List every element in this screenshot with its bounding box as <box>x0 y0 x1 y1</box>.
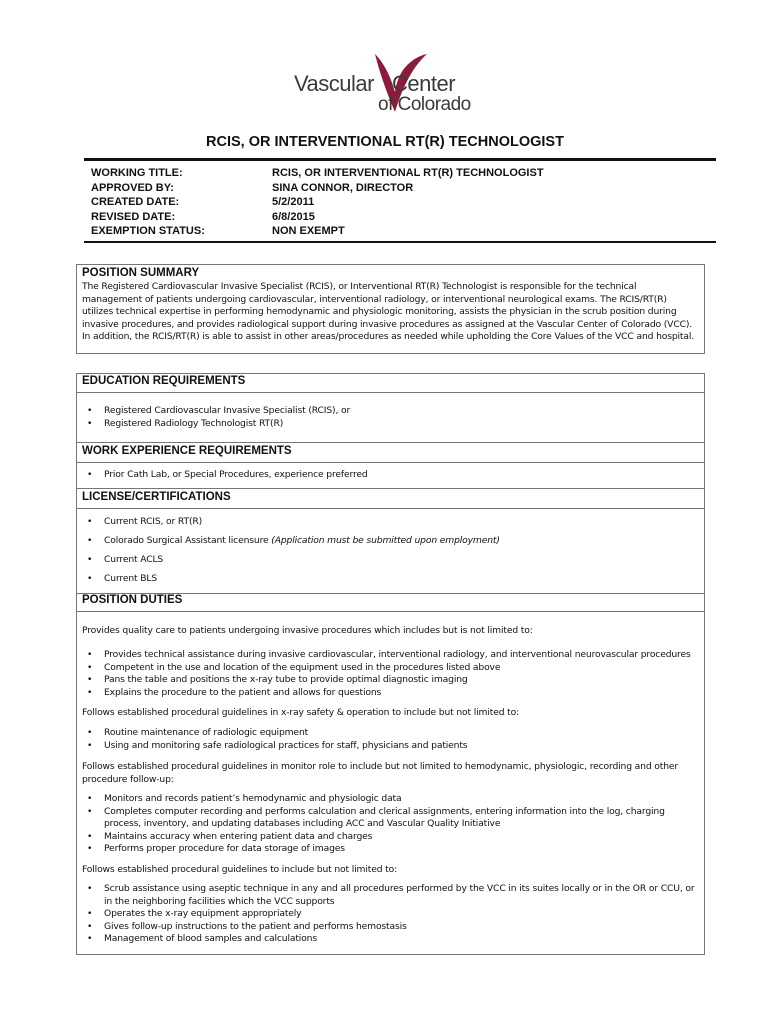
duties-intro: Follows established procedural guidelines in monitor role to include but not limited to hemodynamic, physiologic, recording and other procedure follow-up: <box>82 761 679 785</box>
list-item: • Current ACLS <box>87 553 164 565</box>
experience-list <box>82 469 702 482</box>
meta-label: EXEMPTION STATUS: <box>91 225 205 237</box>
education-list <box>82 405 702 430</box>
section-divider <box>77 392 704 393</box>
duties-list <box>82 883 702 946</box>
meta-label: REVISED DATE: <box>91 210 176 223</box>
section-divider <box>77 488 704 489</box>
license-heading: LICENSE/CERTIFICATIONS <box>82 491 231 503</box>
list-item: • Monitors and records patient’s hemodynamic and physiologic data <box>87 793 402 804</box>
list-item: • Provides technical assistance during invasive cardiovascular, interventional radiology, and interventional neurovascular procedures <box>87 649 691 660</box>
list-item: • Using and monitoring safe radiological practices for staff, physicians and patients <box>87 739 468 751</box>
list-item: • Registered Radiology Technologist RT(R) <box>87 417 284 429</box>
list-item: • Competent in the use and location of the equipment used in the procedures listed above <box>87 661 501 673</box>
license-list <box>82 516 702 592</box>
duties-intro: Provides quality care to patients undergoing invasive procedures which includes but is not limited to: <box>82 625 533 636</box>
section-divider <box>77 442 704 443</box>
duties-list <box>82 649 702 699</box>
list-item: • Current BLS <box>87 572 158 584</box>
duties-heading: POSITION DUTIES <box>82 594 183 606</box>
list-item: • Operates the x-ray equipment appropriately <box>87 908 302 920</box>
duties-list <box>82 793 702 856</box>
section-divider <box>77 611 704 612</box>
list-item: • Completes computer recording and performs calculation and clerical assignments, entering information into the log, charging process, inventory, and updating databases including ACC and Vascular Quality Initiative <box>87 805 665 830</box>
meta-value: NON EXEMPT <box>272 225 345 237</box>
license-note: (Application must be submitted upon employment) <box>271 534 500 546</box>
experience-heading: WORK EXPERIENCE REQUIREMENTS <box>82 445 292 457</box>
vcc-logo <box>290 48 490 118</box>
section-divider <box>77 462 704 463</box>
meta-label: WORKING TITLE: <box>91 167 183 179</box>
list-item: • Current RCIS, or RT(R) <box>87 516 203 527</box>
education-heading: EDUCATION REQUIREMENTS <box>82 375 246 387</box>
list-item: • Pans the table and positions the x-ray tube to provide optimal diagnostic imaging <box>87 674 468 686</box>
section-divider <box>77 508 704 509</box>
list-item: • Routine maintenance of radiologic equipment <box>87 727 309 738</box>
title-divider <box>84 158 716 161</box>
list-item: • Management of blood samples and calculations <box>87 933 317 945</box>
list-item: • Gives follow-up instructions to the patient and performs hemostasis <box>87 920 407 932</box>
list-item: • Scrub assistance using aseptic technique in any and all procedures performed by the VCC in its suites locally or in the OR or CCU, or in the neighboring facilities which the VCC supports <box>87 883 695 907</box>
logo-word-of-colorado: of Colorado <box>378 94 471 115</box>
duties-intro: Follows established procedural guidelines to include but not limited to: <box>82 864 398 875</box>
meta-value: RCIS, OR INTERVENTIONAL RT(R) TECHNOLOGIST <box>272 167 544 179</box>
meta-value: 5/2/2011 <box>272 196 315 208</box>
summary-text: The Registered Cardiovascular Invasive Specialist (RCIS), or Interventional RT(R) Technologist is responsible for the technical management of patients undergoing cardiovascular, interventional radiology, or interventional neurological exams. The RCIS/RT(R) utilizes technical expertise in performing hemodynamic and physiologic monitoring, assists the physician in the scrub position during invasive procedures, and provides radiological support during invasive procedures as assigned at the Vascular Center of Colorado (VCC). In addition, the RCIS/RT(R) is able to assist in other areas/procedures as needed while upholding the Core Values of the VCC and hospital. <box>82 281 695 343</box>
list-item: • Registered Cardiovascular Invasive Specialist (RCIS), or <box>87 405 351 416</box>
logo-word-center: Center <box>392 71 456 96</box>
summary-heading: POSITION SUMMARY <box>82 267 200 279</box>
meta-value: 6/8/2015 <box>272 210 315 223</box>
meta-labels <box>91 166 205 239</box>
list-item: • Maintains accuracy when entering patient data and charges <box>87 830 373 842</box>
page-title: RCIS, OR INTERVENTIONAL RT(R) TECHNOLOGIST <box>206 134 564 150</box>
list-item: • Colorado Surgical Assistant licensure (Application must be submitted upon employment) <box>87 534 500 546</box>
list-item: • Performs proper procedure for data storage of images <box>87 843 345 855</box>
duties-list <box>82 727 702 752</box>
meta-label: APPROVED BY: <box>91 181 174 194</box>
meta-divider <box>84 241 716 243</box>
list-item: • Prior Cath Lab, or Special Procedures, experience preferred <box>87 469 368 480</box>
meta-value: SINA CONNOR, DIRECTOR <box>272 181 414 194</box>
logo-word-vascular: Vascular <box>294 71 374 96</box>
meta-label: CREATED DATE: <box>91 196 180 208</box>
duties-intro: Follows established procedural guidelines in x-ray safety & operation to include but not limited to: <box>82 707 520 718</box>
list-item: • Explains the procedure to the patient and allows for questions <box>87 686 382 698</box>
meta-values <box>272 166 544 239</box>
